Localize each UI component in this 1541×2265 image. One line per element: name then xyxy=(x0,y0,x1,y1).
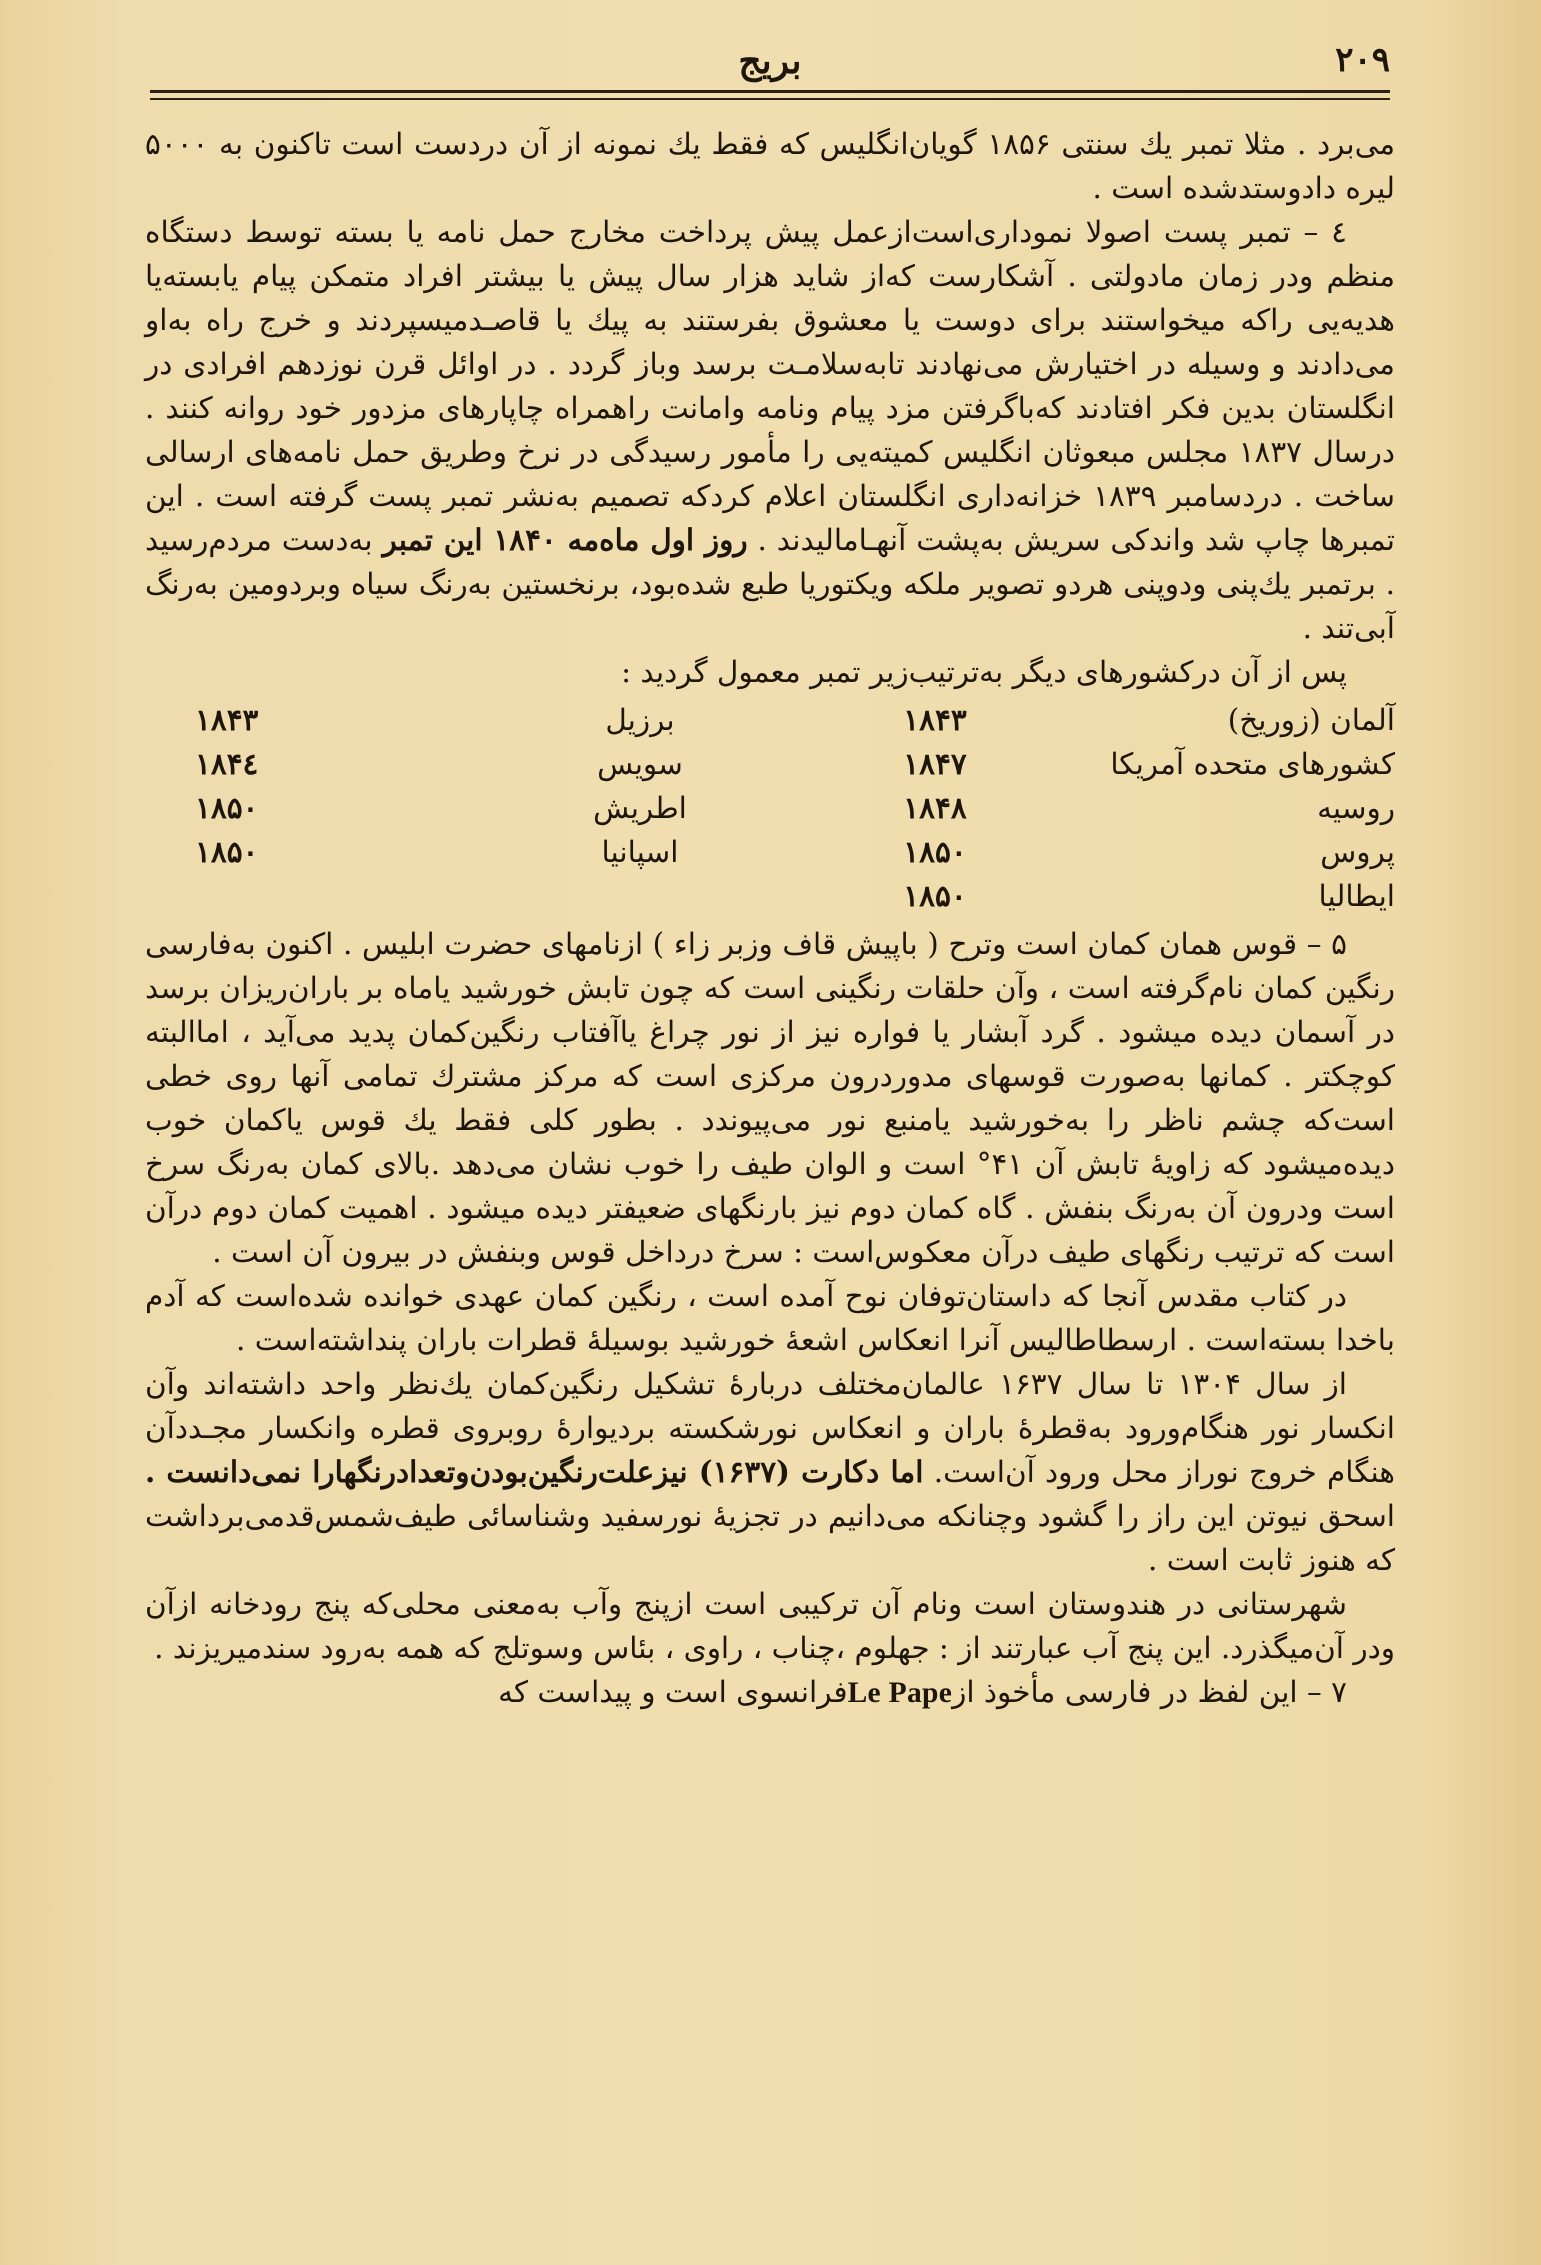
country-year: ۱۸۴٤ xyxy=(195,746,259,781)
paragraph-text: از سال ۱۳۰۴ تا سال ۱۶۳۷ عالمان‌مختلف دربارهٔ تشکیل رنگین‌کمان یك‌نظر واحد داشته‌اند وآن انکسار نور هنگام‌ورود به‌قطرهٔ باران و انعکاس نورشکسته بردیوارهٔ روبروی قطره وانکسار مجـددآن هنگام خروج نوراز محل ورود آن‌است. xyxy=(145,1367,1395,1489)
header-rule-top xyxy=(150,90,1390,93)
table-row xyxy=(195,742,1395,786)
country-name: سویس xyxy=(597,747,683,781)
paragraph-footnote-7 xyxy=(145,1670,1395,1715)
country-name xyxy=(475,874,805,918)
country-name: اسپانیا xyxy=(601,835,679,869)
countries-stamp-table xyxy=(195,698,1395,918)
country-name: کشورهای متحده آمریکا xyxy=(1110,747,1395,781)
paragraph-footnote-6: شهرستانی در هندوستان است ونام آن ترکیبی است ازپنج وآب به‌معنی محلی‌که پنج رودخانه ازآن ودر آن‌میگذرد. این پنج آب عبارتند از : جهلوم ،چناب ، راوی ، بئاس وسوتلج که همه به‌رود سندمیریزند . xyxy=(145,1587,1395,1665)
table-row xyxy=(195,830,1395,874)
table-row xyxy=(195,698,1395,742)
country-name: پروس xyxy=(1320,835,1395,869)
country-name: آلمان (زوریخ) xyxy=(1227,703,1395,737)
country-name: روسیه xyxy=(1317,791,1395,825)
table-row xyxy=(195,786,1395,830)
body-text xyxy=(145,122,1395,1715)
country-year: ۱۸۵۰ xyxy=(195,790,259,825)
paragraph-footnote-5: ۵ – قوس همان کمان است وترح ( باپیش قاف وزبر زاء ) ازنامهای حضرت ابلیس . اکنون به‌فارسی رنگین کمان نام‌گرفته است ، وآن حلقات رنگینی است که چون تابش خورشید یاماه بر باران‌ریزان برسد در آسمان دیده میشود . گرد آبشار یا فواره نیز از نور چراغ یاآفتاب رنگین‌کمان پدید می‌آید ، اماالبته کوچکتر . کمانها به‌صورت قوسهای مدور‌درون مرکزی است که مرکز مشترك تمامی آنها روی خطی است‌که چشم ناظر را به‌خورشید یامنبع نور می‌پیوندد . بطور کلی فقط یك قوس یاکمان خوب دیده‌میشود که زاویهٔ تابش آن ۴۱° است و الوان طیف را خوب نشان می‌دهد .بالای کمان به‌رنگ سرخ است ودرون آن به‌رنگ بنفش . گاه کمان دوم نیز بارنگهای ضعیفتر دیده میشود . اهمیت کمان دوم درآن است که ترتیب رنگهای طیف درآن معکوس‌است : سرخ درداخل قوس وبنفش در بیرون آن است . xyxy=(145,927,1395,1269)
paragraph-history xyxy=(145,1362,1395,1582)
country-year: ۱۸۴۳ xyxy=(903,702,967,737)
paragraph-footnote-4 xyxy=(145,210,1395,650)
country-year: ۱۸۴۳ xyxy=(195,702,259,737)
page-header xyxy=(150,38,1390,86)
paragraph-text: به‌دست مردم‌رسید . برتمبر یك‌پنی ودوپنی هردو تصویر ملکه ویکتوریا طبع شده‌بود، برنخستین به‌رنگ سیاه وبردومین به‌رنگ آبی‌تند . xyxy=(145,523,1395,645)
paragraph-bold-text: اما دکارت (۱۶۳۷) نیزعلت‌رنگین‌بودن‌وتعدادرنگهارا نمی‌دانست . xyxy=(145,1454,924,1489)
country-year: ۱۸۵۰ xyxy=(903,878,967,913)
country-year xyxy=(195,874,475,918)
paragraph-bible: در کتاب مقدس آنجا که داستان‌توفان نوح آمده است ، رنگین کمان عهدی خوانده شده‌است که آدم باخدا بسته‌است . ارسطاطالیس آنرا انعکاس اشعهٔ خورشید بوسیلهٔ قطرات باران پنداشته‌است . xyxy=(145,1279,1395,1357)
country-name: اطریش xyxy=(593,791,687,825)
country-year: ۱۸۴۷ xyxy=(903,746,967,781)
paragraph-table-intro: پس از آن درکشورهای دیگر به‌ترتیب‌زیر تمبر معمول گردید : xyxy=(621,655,1347,689)
country-name: برزیل xyxy=(605,703,675,737)
paragraph-text: اسحق نیوتن این راز را گشود وچنانکه می‌دانیم در تجزیهٔ نورسفید وشناسائی طیف‌شمس‌قدمی‌برداشت که هنوز ثابت است . xyxy=(145,1499,1395,1577)
latin-term: Le Pape xyxy=(847,1677,953,1709)
table-row xyxy=(195,874,1395,918)
running-title: بریج xyxy=(738,40,802,82)
country-year: ۱۸۵۰ xyxy=(903,834,967,869)
paragraph-bold-text: روز اول ماه‌مه ۱۸۴۰ این تمبر xyxy=(382,522,748,557)
header-rule-bottom xyxy=(150,98,1390,100)
paragraph-footnote-3-end: می‌برد . مثلا تمبر یك سنتی ۱۸۵۶ گویان‌انگلیس که فقط یك نمونه از آن دردست است تاکنون به ۵۰۰۰ لیره دادوستدشده است . xyxy=(145,127,1395,205)
paragraph-text: ٤ – تمبر پست اصولا نموداری‌است‌ازعمل پیش پرداخت مخارج حمل نامه یا بسته توسط دستگاه منظم ودر زمان مادولتی . آشکارست که‌از شاید هزار سال پیش یا بیشتر افراد متمکن پیام یابسته‌یا هدیه‌یی راکه میخواستند برای دوست یا معشوق بفرستند به پیك یا قاصـدمیسپردند و خرج راه به‌او می‌دادند و وسیله در اختیارش می‌نهادند تابه‌سلامـت برسد وباز گردد . در اوائل قرن نوزدهم افرادی در انگلستان بدین فکر افتادند که‌باگرفتن مزد پیام ونامه وامانت راهمراه چاپارهای مزدور خود روانه کنند . درسال ۱۸۳۷ مجلس مبعوثان انگلیس کمیته‌یی را مأمور رسیدگی در نرخ وطریق حمل نامه‌های ارسالی ساخت . دردسامبر ۱۸۳۹ خزانه‌داری انگلستان اعلام کردکه تصمیم به‌نشر تمبر پست گرفته است . این تمبرها چاپ شد واندکی سریش به‌پشت آنهـامالیدند . xyxy=(145,215,1396,557)
country-year: ۱۸۵۰ xyxy=(195,834,259,869)
page-number: ۲۰۹ xyxy=(1335,40,1390,80)
paragraph-text: فرانسوی است و پیداست که xyxy=(498,1675,848,1709)
country-name: ایطالیا xyxy=(1318,879,1395,913)
country-year: ۱۸۴۸ xyxy=(903,790,967,825)
paragraph-text: ۷ – این لفظ در فارسی مأخوذ از xyxy=(952,1675,1347,1709)
